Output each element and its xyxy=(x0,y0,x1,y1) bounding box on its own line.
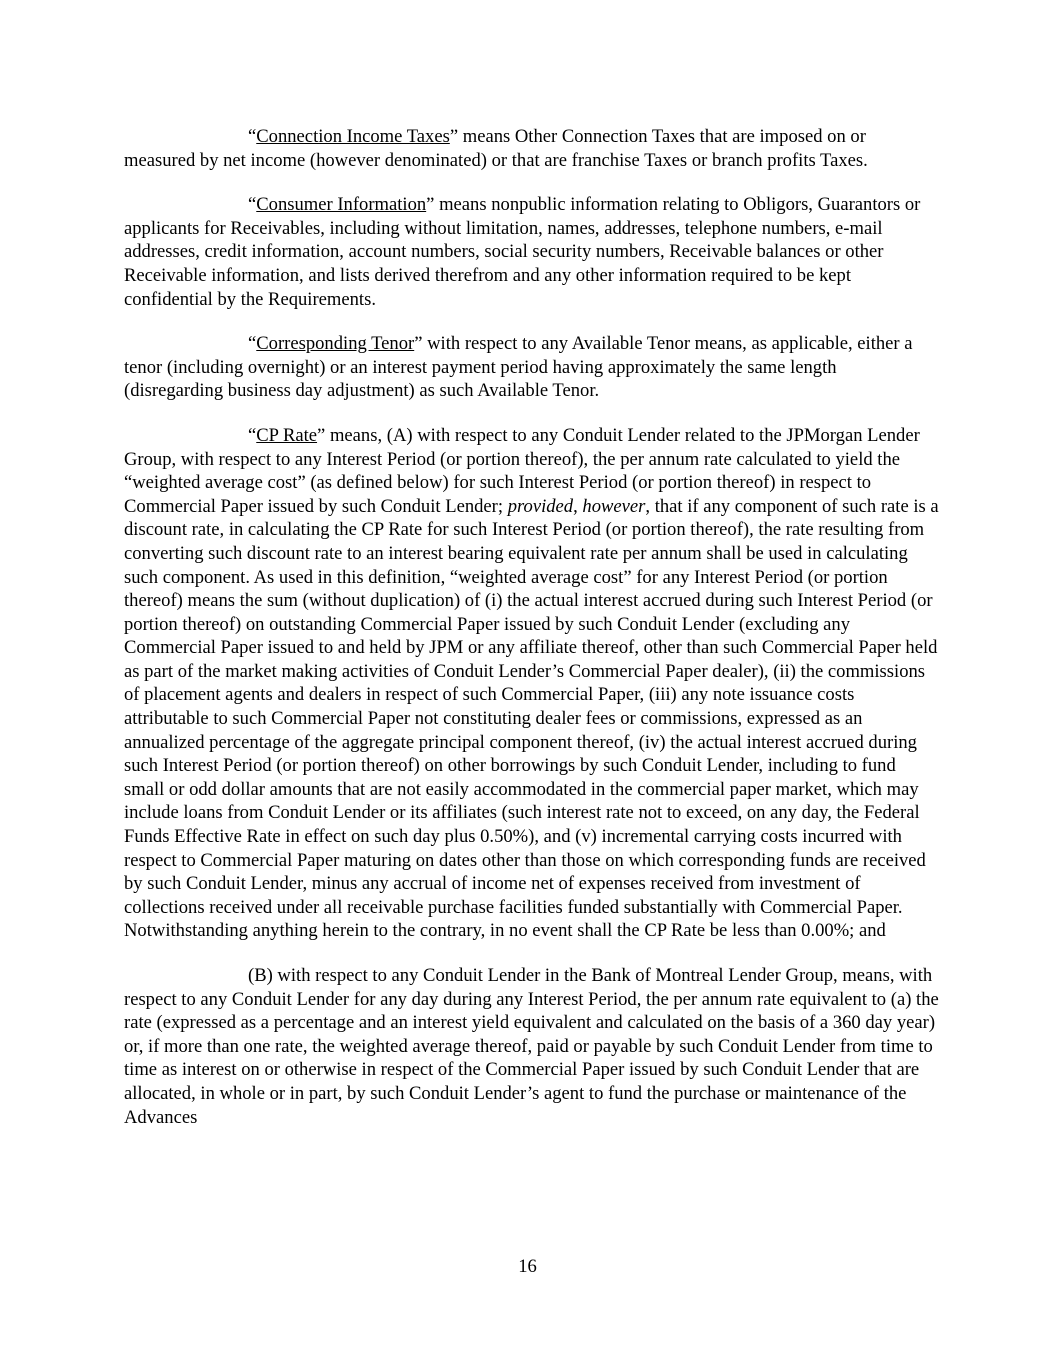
page-number: 16 xyxy=(518,1256,537,1277)
definition-body: means Other Connection Taxes that are imposed on or measured by net income (however denominated) or that are franchise Taxes or branch profits Taxes. xyxy=(124,126,868,171)
italic-however: however xyxy=(582,495,646,517)
italic-provided: provided xyxy=(507,495,574,517)
definition-body: means nonpublic information relating to Obligors, Guarantors or applicants for Receivables, including without limitation, names, addresses, telephone numbers, e-mail addresses, credit information, account numbers, social security numbers, Receivable balances or other Receivable information, and lists derived therefrom and any other information required to be kept confidential by the Requirements. xyxy=(124,194,921,310)
open-quote: “ xyxy=(248,424,257,446)
definition-body-part2: , that if any component of such rate is a discount rate, in calculating the CP Rate for such Interest Period (or portion thereof), the rate resulting from converting such discount rate to an interest bearing equivalent rate per annum shall be used in calculating such component. As used in this definition, “weighted average cost” for any Interest Period (or portion thereof) means the sum (without duplication) of (i) the actual interest accrued during such Interest Period (or portion thereof) on outstanding Commercial Paper issued by such Conduit Lender (excluding any Commercial Paper issued to and held by JPM or any affiliate thereof, other than such Commercial Paper held as part of the market making activities of Conduit Lender’s Commercial Paper dealer), (ii) the commissions of placement agents and dealers in respect of such Commercial Paper, (iii) any note issuance costs attributable to such Commercial Paper not constituting dealer fees or commissions, expressed as an annualized percentage of the aggregate principal component thereof, (iv) the actual interest accrued during such Interest Period (or portion thereof) on other borrowings by such Conduit Lender, including to fund small or odd dollar amounts that are not easily accommodated in the commercial paper market, which may include loans from Conduit Lender or its affiliates (such interest rate not to exceed, on any day, the Federal Funds Effective Rate in effect on such day plus 0.50%), and (v) incremental carrying costs incurred with respect to Commercial Paper maturing on dates other than those on which corresponding funds are received by such Conduit Lender, minus any accrual of income net of expenses received from investment of collections received under all receivable purchase facilities funded substantially with Commercial Paper. Notwithstanding anything herein to the contrary, in no event shall the CP Rate be less than 0.00%; and xyxy=(124,495,939,942)
close-quote: ” xyxy=(414,333,423,355)
defined-term: Connection Income Taxes xyxy=(256,126,450,147)
separator: , xyxy=(573,495,583,517)
open-quote: “ xyxy=(248,126,257,147)
definition-body-part1: means, (A) with respect to any Conduit Lender related to the JPMorgan Lender Group, with respect to any Interest Period (or portion thereof), the per annum rate calculated to yield the “weighted average cost” (as defined below) for such Interest Period (or portion thereof) in respect to Commercial Paper issued by such Conduit Lender; xyxy=(124,424,920,517)
definition-connection-income-taxes xyxy=(124,125,939,172)
definition-consumer-information xyxy=(124,193,939,311)
defined-term: Consumer Information xyxy=(256,194,427,216)
definition-body: with respect to any Available Tenor means, as applicable, either a tenor (including overnight) or an interest payment period having approximately the same length (disregarding business day adjustment) as such Available Tenor. xyxy=(124,333,913,402)
defined-term: Corresponding Tenor xyxy=(256,333,415,355)
defined-term: CP Rate xyxy=(256,424,318,446)
clause-b-paragraph xyxy=(124,964,939,1129)
document-page xyxy=(124,125,939,1150)
definition-corresponding-tenor xyxy=(124,332,939,403)
open-quote: “ xyxy=(248,333,257,355)
definition-cp-rate xyxy=(124,424,939,943)
close-quote: ” xyxy=(449,126,459,147)
close-quote: ” xyxy=(317,424,326,446)
clause-b-text: (B) with respect to any Conduit Lender in the Bank of Montreal Lender Group, means, with respect to any Conduit Lender for any day during any Interest Period, the per annum rate equivalent to (a) the rate (expressed as a percentage and an interest yield equivalent and calculated on the basis of a 360 day year) or, if more than one rate, the weighted average thereof, paid or payable by such Conduit Lender from time to time as interest on or otherwise in respect of the Commercial Paper issued by such Conduit Lender that are allocated, in whole or in part, by such Conduit Lender’s agent to fund the purchase or maintenance of the Advances xyxy=(124,965,939,1128)
close-quote: ” xyxy=(426,194,435,216)
open-quote: “ xyxy=(248,194,257,216)
